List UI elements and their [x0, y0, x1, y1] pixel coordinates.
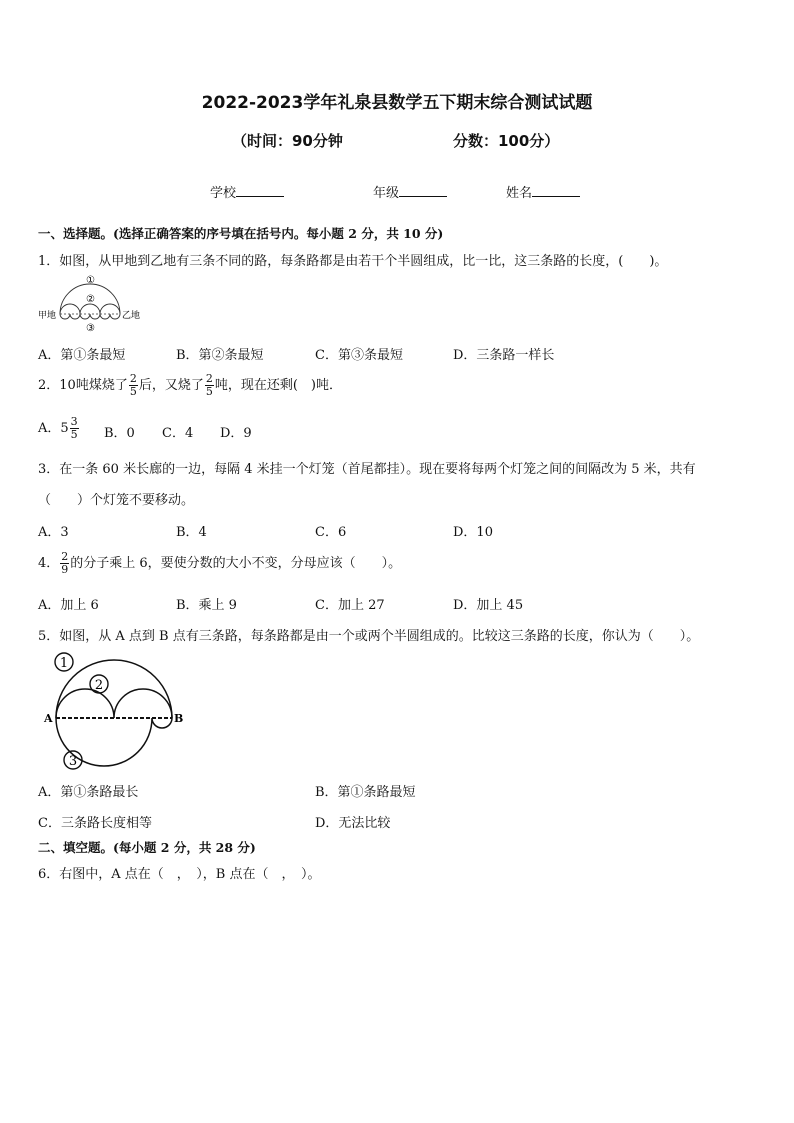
section2-heading: 二、填空题。(每小题 2 分，共 28 分): [38, 840, 256, 855]
q1-figure: [38, 272, 146, 334]
q5-figure: [38, 650, 188, 772]
q1-option-c[interactable]: C．第③条最短: [315, 348, 403, 363]
q2-option-c[interactable]: C．4: [162, 426, 194, 441]
q1-option-b[interactable]: B．第②条最短: [176, 348, 264, 363]
exam-time: （时间：90分钟: [232, 132, 343, 150]
q1-option-d[interactable]: D．三条路一样长: [453, 348, 555, 363]
q3-line1: 3．在一条 60 米长廊的一边，每隔 4 米挂一个灯笼（首尾都挂）。现在要将每两个灯笼之间的间隔改为 5 米，共有: [38, 462, 696, 477]
page-title: 2022-2023学年礼泉县数学五下期末综合测试试题: [201, 93, 593, 113]
q3-option-b[interactable]: B．4: [176, 525, 207, 540]
q1-fig-label-2: ②: [86, 294, 95, 305]
name-field: [506, 182, 580, 201]
grade-label: 年级: [373, 186, 400, 201]
q4-option-a[interactable]: A．加上 6: [38, 598, 99, 613]
q1-fig-end: 乙地: [122, 311, 141, 321]
q4-option-c[interactable]: C．加上 27: [315, 598, 385, 613]
q5-point-b: B: [174, 712, 184, 725]
q5-fig-label-2: 2: [94, 678, 104, 693]
q5-point-a: A: [44, 712, 53, 725]
school-blank[interactable]: [236, 184, 284, 197]
q4-option-d[interactable]: D．加上 45: [453, 598, 524, 613]
q3-option-a[interactable]: A．3: [38, 525, 69, 540]
q1-option-a[interactable]: A．第①条最短: [38, 348, 126, 363]
q2-part1: 2．10吨煤烧了: [38, 378, 128, 393]
q3-line2: （ ）个灯笼不要移动。: [38, 493, 195, 508]
q2-fraction-2: $\frac{2}{5}$: [205, 372, 213, 398]
grade-blank[interactable]: [399, 184, 447, 197]
q1-fig-label-1: ①: [86, 275, 95, 286]
name-blank[interactable]: [532, 184, 580, 197]
q4-text: 4． $\frac{2}{9}$ 的分子乘上 6，要使分数的大小不变，分母应该（ ）。: [38, 550, 402, 576]
q5-option-b[interactable]: B．第①条路最短: [315, 785, 416, 800]
q2-fraction-1: $\frac{2}{5}$: [129, 372, 137, 398]
q3-option-d[interactable]: D．10: [453, 525, 493, 540]
q2-part3: 吨，现在还剩( )吨．: [214, 378, 342, 393]
exam-score: 分数：100分）: [453, 132, 560, 150]
q5-text: 5．如图，从 A 点到 B 点有三条路，每条路都是由一个或两个半圆组成的。比较这三条路的长度，你认为（ ）。: [38, 629, 700, 644]
q4-option-b[interactable]: B．乘上 9: [176, 598, 237, 613]
name-label: 姓名: [506, 186, 533, 201]
q5-option-a[interactable]: A．第①条路最长: [38, 785, 139, 800]
q1-fig-start: 甲地: [38, 311, 57, 321]
q5-option-c[interactable]: C．三条路长度相等: [38, 816, 152, 831]
section1-heading: 一、选择题。(选择正确答案的序号填在括号内。每小题 2 分，共 10 分): [38, 226, 444, 241]
q5-fig-label-1: 1: [59, 656, 69, 671]
q2-part2: 后，又烧了: [138, 378, 204, 393]
q6-text: 6．右图中，A 点在（ ， ），B 点在（ ， ）。: [38, 867, 321, 882]
q5-fig-label-3: 3: [68, 754, 78, 769]
q2-option-d[interactable]: D．9: [220, 426, 252, 441]
q2-option-a-fraction: $\frac{3}{5}$: [70, 415, 78, 441]
q2-text: [38, 373, 342, 398]
q4-fraction: $\frac{2}{9}$: [61, 550, 69, 576]
school-field: [210, 182, 284, 201]
q5-option-d[interactable]: D．无法比较: [315, 816, 391, 831]
q3-option-c[interactable]: C．6: [315, 525, 347, 540]
school-label: 学校: [210, 186, 237, 201]
q2-option-a[interactable]: A．5 $\frac{3}{5}$: [38, 415, 78, 441]
q1-text: 1．如图，从甲地到乙地有三条不同的路，每条路都是由若干个半圆组成，比一比，这三条路的长度，( )。: [38, 254, 668, 269]
q1-fig-label-3: ③: [86, 323, 95, 334]
grade-field: [373, 182, 447, 201]
q2-option-b[interactable]: B．0: [104, 426, 135, 441]
